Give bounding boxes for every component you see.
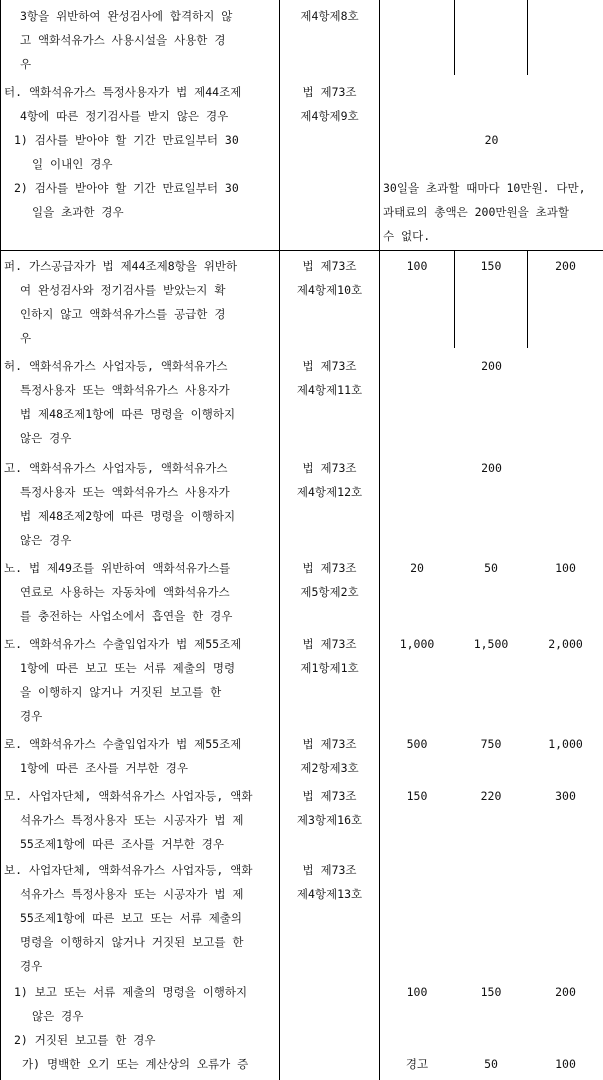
row-description-line: 가) 명백한 오기 또는 계산상의 오류가 증 [22, 1057, 249, 1071]
penalty-second: 150 [480, 985, 502, 999]
row-description-line: 경우 [20, 959, 43, 973]
penalty-third: 300 [555, 789, 576, 803]
penalty-third: 100 [555, 1057, 576, 1071]
row-description-line: 일을 초과한 경우 [32, 205, 124, 219]
row-description-line: 2) 검사를 받아야 할 기간 만료일부터 30 [14, 181, 239, 195]
law-reference: 제2항제3호 [300, 761, 359, 775]
row-description-line: 특정사용자 또는 액화석유가스 사용자가 [20, 383, 230, 397]
column-divider [454, 0, 455, 75]
penalty-third: 200 [555, 259, 576, 273]
penalty-second: 150 [480, 259, 502, 273]
row-description-line: 우 [20, 331, 32, 345]
row-description-line: 55조제1항에 따른 조사를 거부한 경우 [20, 837, 224, 851]
row-description-line: 우 [20, 57, 32, 71]
penalty-second: 220 [480, 789, 502, 803]
law-reference: 제4항제9호 [300, 109, 359, 123]
law-reference: 법 제73조 [302, 561, 357, 575]
row-description-line: 석유가스 특정사용자 또는 시공자가 법 제 [20, 813, 244, 827]
row-description-line: 퍼. 가스공급자가 법 제44조제8항을 위반하 [4, 259, 238, 273]
row-description-line: 고 액화석유가스 사용시설을 사용한 경 [20, 33, 226, 47]
law-reference: 제5항제2호 [300, 585, 359, 599]
penalty-first: 500 [406, 737, 428, 751]
penalty-note-line: 30일을 초과할 때마다 10만원. 다만, [383, 181, 586, 195]
row-description-line: 1항에 따른 조사를 거부한 경우 [20, 761, 188, 775]
penalty-amount: 200 [481, 461, 502, 475]
law-reference: 제1항제1호 [300, 661, 359, 675]
penalty-third: 200 [555, 985, 576, 999]
row-description-line: 1) 보고 또는 서류 제출의 명령을 이행하지 [14, 985, 248, 999]
penalty-second: 50 [484, 561, 498, 575]
law-reference: 법 제73조 [302, 789, 357, 803]
penalty-second: 50 [484, 1057, 498, 1071]
law-reference: 제3항제16호 [296, 813, 363, 827]
row-description-line: 특정사용자 또는 액화석유가스 사용자가 [20, 485, 230, 499]
penalty-second: 1,500 [473, 637, 509, 651]
row-divider [0, 250, 603, 251]
row-description-line: 1) 검사를 받아야 할 기간 만료일부터 30 [14, 133, 239, 147]
law-reference: 제4항제8호 [300, 9, 359, 23]
row-description-line: 명령을 이행하지 않거나 거짓된 보고를 한 [20, 935, 244, 949]
row-description-line: 일 이내인 경우 [32, 157, 113, 171]
row-description-line: 여 완성검사와 정기검사를 받았는지 확 [20, 283, 226, 297]
penalty-second: 750 [480, 737, 502, 751]
law-reference: 제4항제11호 [296, 383, 363, 397]
law-reference: 제4항제13호 [296, 887, 363, 901]
law-reference: 법 제73조 [302, 85, 357, 99]
column-divider [279, 0, 280, 1080]
row-description-line: 노. 법 제49조를 위반하여 액화석유가스를 [4, 561, 231, 575]
penalty-first: 150 [406, 789, 428, 803]
row-description-line: 허. 액화석유가스 사업자등, 액화석유가스 [4, 359, 228, 373]
law-reference: 법 제73조 [302, 461, 357, 475]
penalty-third: 100 [555, 561, 576, 575]
law-reference: 법 제73조 [302, 637, 357, 651]
penalty-first: 100 [406, 985, 428, 999]
penalty-third: 2,000 [548, 637, 583, 651]
row-description-line: 법 제48조제2항에 따른 명령을 이행하지 [20, 509, 236, 523]
row-description-line: 않은 경우 [32, 1009, 84, 1023]
penalty-first: 1,000 [399, 637, 435, 651]
row-description-line: 를 충전하는 사업소에서 흡연을 한 경우 [20, 609, 233, 623]
penalty-third: 1,000 [548, 737, 583, 751]
row-description-line: 터. 액화석유가스 특정사용자가 법 제44조제 [4, 85, 242, 99]
penalty-amount: 200 [481, 359, 502, 373]
row-description-line: 모. 사업자단체, 액화석유가스 사업자등, 액화 [4, 789, 253, 803]
law-reference: 법 제73조 [302, 359, 357, 373]
row-description-line: 않은 경우 [20, 533, 72, 547]
row-description-line: 로. 액화석유가스 수출입업자가 법 제55조제 [4, 737, 242, 751]
row-description-line: 을 이행하지 않거나 거짓된 보고를 한 [20, 685, 222, 699]
row-description-line: 2) 거짓된 보고를 한 경우 [14, 1033, 156, 1047]
table-border-left [0, 0, 1, 1080]
row-description-line: 보. 사업자단체, 액화석유가스 사업자등, 액화 [4, 863, 253, 877]
penalty-first: 100 [406, 259, 428, 273]
row-description-line: 4항에 따른 정기검사를 받지 않은 경우 [20, 109, 229, 123]
penalty-first: 20 [410, 561, 424, 575]
penalty-first: 경고 [405, 1057, 429, 1071]
law-reference: 법 제73조 [302, 259, 357, 273]
row-description-line: 55조제1항에 따른 보고 또는 서류 제출의 [20, 911, 243, 925]
row-description-line: 석유가스 특정사용자 또는 시공자가 법 제 [20, 887, 244, 901]
row-description-line: 경우 [20, 709, 43, 723]
row-description-line: 1항에 따른 보고 또는 서류 제출의 명령 [20, 661, 236, 675]
penalty-note-line: 수 없다. [383, 229, 431, 243]
law-reference: 제4항제12호 [296, 485, 363, 499]
column-divider [527, 0, 528, 75]
penalty-amount: 20 [484, 133, 499, 147]
penalty-note-line: 과태료의 총액은 200만원을 초과할 [383, 205, 569, 219]
row-description-line: 인하지 않고 액화석유가스를 공급한 경 [20, 307, 226, 321]
law-reference: 제4항제10호 [296, 283, 363, 297]
row-description-line: 고. 액화석유가스 사업자등, 액화석유가스 [4, 461, 228, 475]
law-reference: 법 제73조 [302, 863, 357, 877]
law-reference: 법 제73조 [302, 737, 357, 751]
row-description-line: 연료로 사용하는 자동차에 액화석유가스 [20, 585, 230, 599]
row-description-line: 않은 경우 [20, 431, 72, 445]
row-description-line: 3항을 위반하여 완성검사에 합격하지 않 [20, 9, 233, 23]
row-description-line: 법 제48조제1항에 따른 명령을 이행하지 [20, 407, 236, 421]
row-description-line: 도. 액화석유가스 수출입업자가 법 제55조제 [4, 637, 242, 651]
column-divider [379, 0, 380, 1080]
